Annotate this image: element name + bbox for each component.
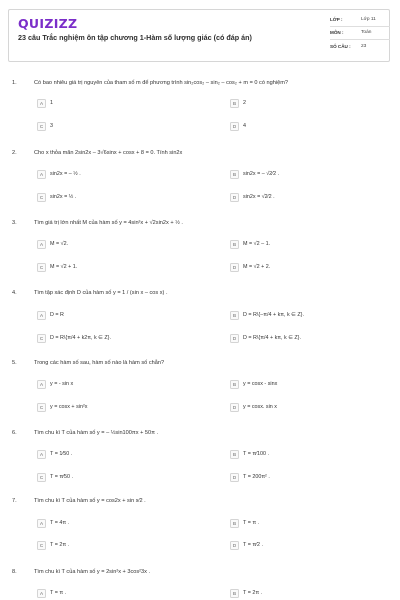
option-c[interactable] [37,262,77,272]
option-d[interactable] [230,262,270,272]
option-d[interactable] [230,333,301,343]
option-b[interactable] [230,169,279,179]
option-letter: B [230,170,239,179]
question-text: Cho x thỏa mãn 2sin2x – 3√6sinx + cosx + 8 = 0. Tính sin2x [34,150,183,156]
option-text: y = cosx - sinx [243,381,278,387]
option-text: M = √2 + 2. [243,264,271,270]
option-letter: B [230,589,239,598]
meta-key: MÔN : [330,30,344,36]
option-text: D = R\{π/4 + kπ, k ∈ Z}. [243,335,301,341]
option-text: sin2x = – ½ . [50,171,81,177]
option-a[interactable] [37,588,66,598]
option-letter: B [230,311,239,320]
option-text: T = π⁄50 . [50,474,73,480]
option-text: T = 4π . [50,520,70,526]
option-d[interactable] [230,540,263,550]
option-b[interactable] [230,310,304,320]
option-b[interactable] [230,449,269,459]
question-text: Tìm chu kì T của hàm số y = – ½sin100πx + 50π . [34,430,159,436]
option-letter: C [37,403,46,412]
option-text: T = π⁄2 . [243,542,263,548]
option-text: sin2x = √2⁄2 . [243,194,275,200]
option-c[interactable] [37,192,76,202]
option-b[interactable] [230,239,270,249]
option-text: sin2x = ½ . [50,194,77,200]
question-number: 6. [12,430,17,436]
question-text: Tìm chu kì T của hàm số y = cos2x + sin x⁄2 . [34,498,146,504]
option-text: D = R [50,312,64,318]
document-header [8,9,390,62]
option-letter: D [230,334,239,343]
meta-key: LỚP : [330,16,343,22]
meta-value: Lớp 11 [361,16,376,22]
option-letter: C [37,473,46,482]
question-number: 8. [12,569,17,575]
option-text: M = √2. [50,241,69,247]
option-text: 4 [243,123,246,129]
meta-value: Toán [361,30,372,36]
option-letter: A [37,170,46,179]
option-text: 1 [50,100,53,106]
option-text: T = 1⁄50 . [50,451,73,457]
question-number: 4. [12,290,17,296]
question-text: Có bao nhiêu giá trị nguyên của tham số m để phương trình sin₂cos₂ – sin₂ – cos₂ + m = 0 có nghiệm? [34,80,288,86]
option-text: D = R\{–π/4 + kπ, k ∈ Z}. [243,312,304,318]
option-text: D = R\{π/4 + k2π, k ∈ Z}. [50,335,111,341]
option-d[interactable] [230,402,277,412]
question-text: Tìm tập xác định D của hàm số y = 1 / (sin x – cos x) . [34,290,168,296]
option-text: sin2x = – √2⁄2 . [243,171,280,177]
option-d[interactable] [230,472,270,482]
meta-row-count [330,40,390,54]
option-c[interactable] [37,333,111,343]
option-letter: A [37,450,46,459]
option-letter: B [230,519,239,528]
option-letter: A [37,380,46,389]
option-b[interactable] [230,518,259,528]
option-letter: D [230,541,239,550]
option-text: M = √2 + 1. [50,264,78,270]
question-text: Tìm giá trị lớn nhất M của hàm số y = 4sin²x + √2sin2x + ½ . [34,220,183,226]
option-letter: D [230,193,239,202]
option-text: T = 2π . [243,590,263,596]
option-d[interactable] [230,192,275,202]
option-b[interactable] [230,588,262,598]
option-text: M = √2 – 1. [243,241,271,247]
option-d[interactable] [230,121,246,131]
meta-table [330,13,390,54]
option-letter: C [37,122,46,131]
option-letter: C [37,263,46,272]
option-text: T = π . [243,520,260,526]
option-text: 3 [50,123,53,129]
option-letter: A [37,519,46,528]
option-letter: D [230,263,239,272]
option-text: T = 200π² . [243,474,270,480]
option-letter: D [230,122,239,131]
meta-value: 23 [361,44,367,50]
option-c[interactable] [37,540,69,550]
meta-row-class [330,13,390,27]
option-letter: B [230,99,239,108]
option-letter: B [230,240,239,249]
question-number: 1. [12,80,17,86]
option-a[interactable] [37,239,68,249]
option-letter: A [37,311,46,320]
option-letter: C [37,541,46,550]
question-number: 7. [12,498,17,504]
option-a[interactable] [37,169,81,179]
option-b[interactable] [230,98,246,108]
option-letter: D [230,473,239,482]
option-letter: A [37,589,46,598]
option-letter: A [37,240,46,249]
option-a[interactable] [37,518,69,528]
question-number: 3. [12,220,17,226]
option-letter: D [230,403,239,412]
option-text: T = π . [50,590,67,596]
option-b[interactable] [230,379,277,389]
option-letter: C [37,334,46,343]
option-text: y = cosx + sin²x [50,404,88,410]
option-letter: B [230,450,239,459]
option-text: y = - sin x [50,381,74,387]
option-c[interactable] [37,402,87,412]
meta-row-subject [330,27,390,41]
option-text: y = cosx. sin x [243,404,278,410]
question-text: Trong các hàm số sau, hàm số nào là hàm số chẵn? [34,360,165,366]
question-number: 5. [12,360,17,366]
option-text: T = 2π . [50,542,70,548]
option-letter: A [37,99,46,108]
document-title: 23 câu Trắc nghiệm ôn tập chương 1-Hàm số lượng giác (có đáp án) [18,33,252,42]
option-a[interactable] [37,310,64,320]
option-a[interactable] [37,449,72,459]
option-c[interactable] [37,472,73,482]
quizizz-logo: QUIZIZZ [18,16,78,31]
option-letter: C [37,193,46,202]
option-c[interactable] [37,121,53,131]
meta-key: SỐ CÂU : [330,44,351,50]
option-text: 2 [243,100,246,106]
question-text: Tìm chu kì T của hàm số y = 2sin²x + 3cos²3x . [34,569,151,575]
option-a[interactable] [37,98,53,108]
option-letter: B [230,380,239,389]
option-text: T = π⁄100 . [243,451,269,457]
question-number: 2. [12,150,17,156]
option-a[interactable] [37,379,73,389]
